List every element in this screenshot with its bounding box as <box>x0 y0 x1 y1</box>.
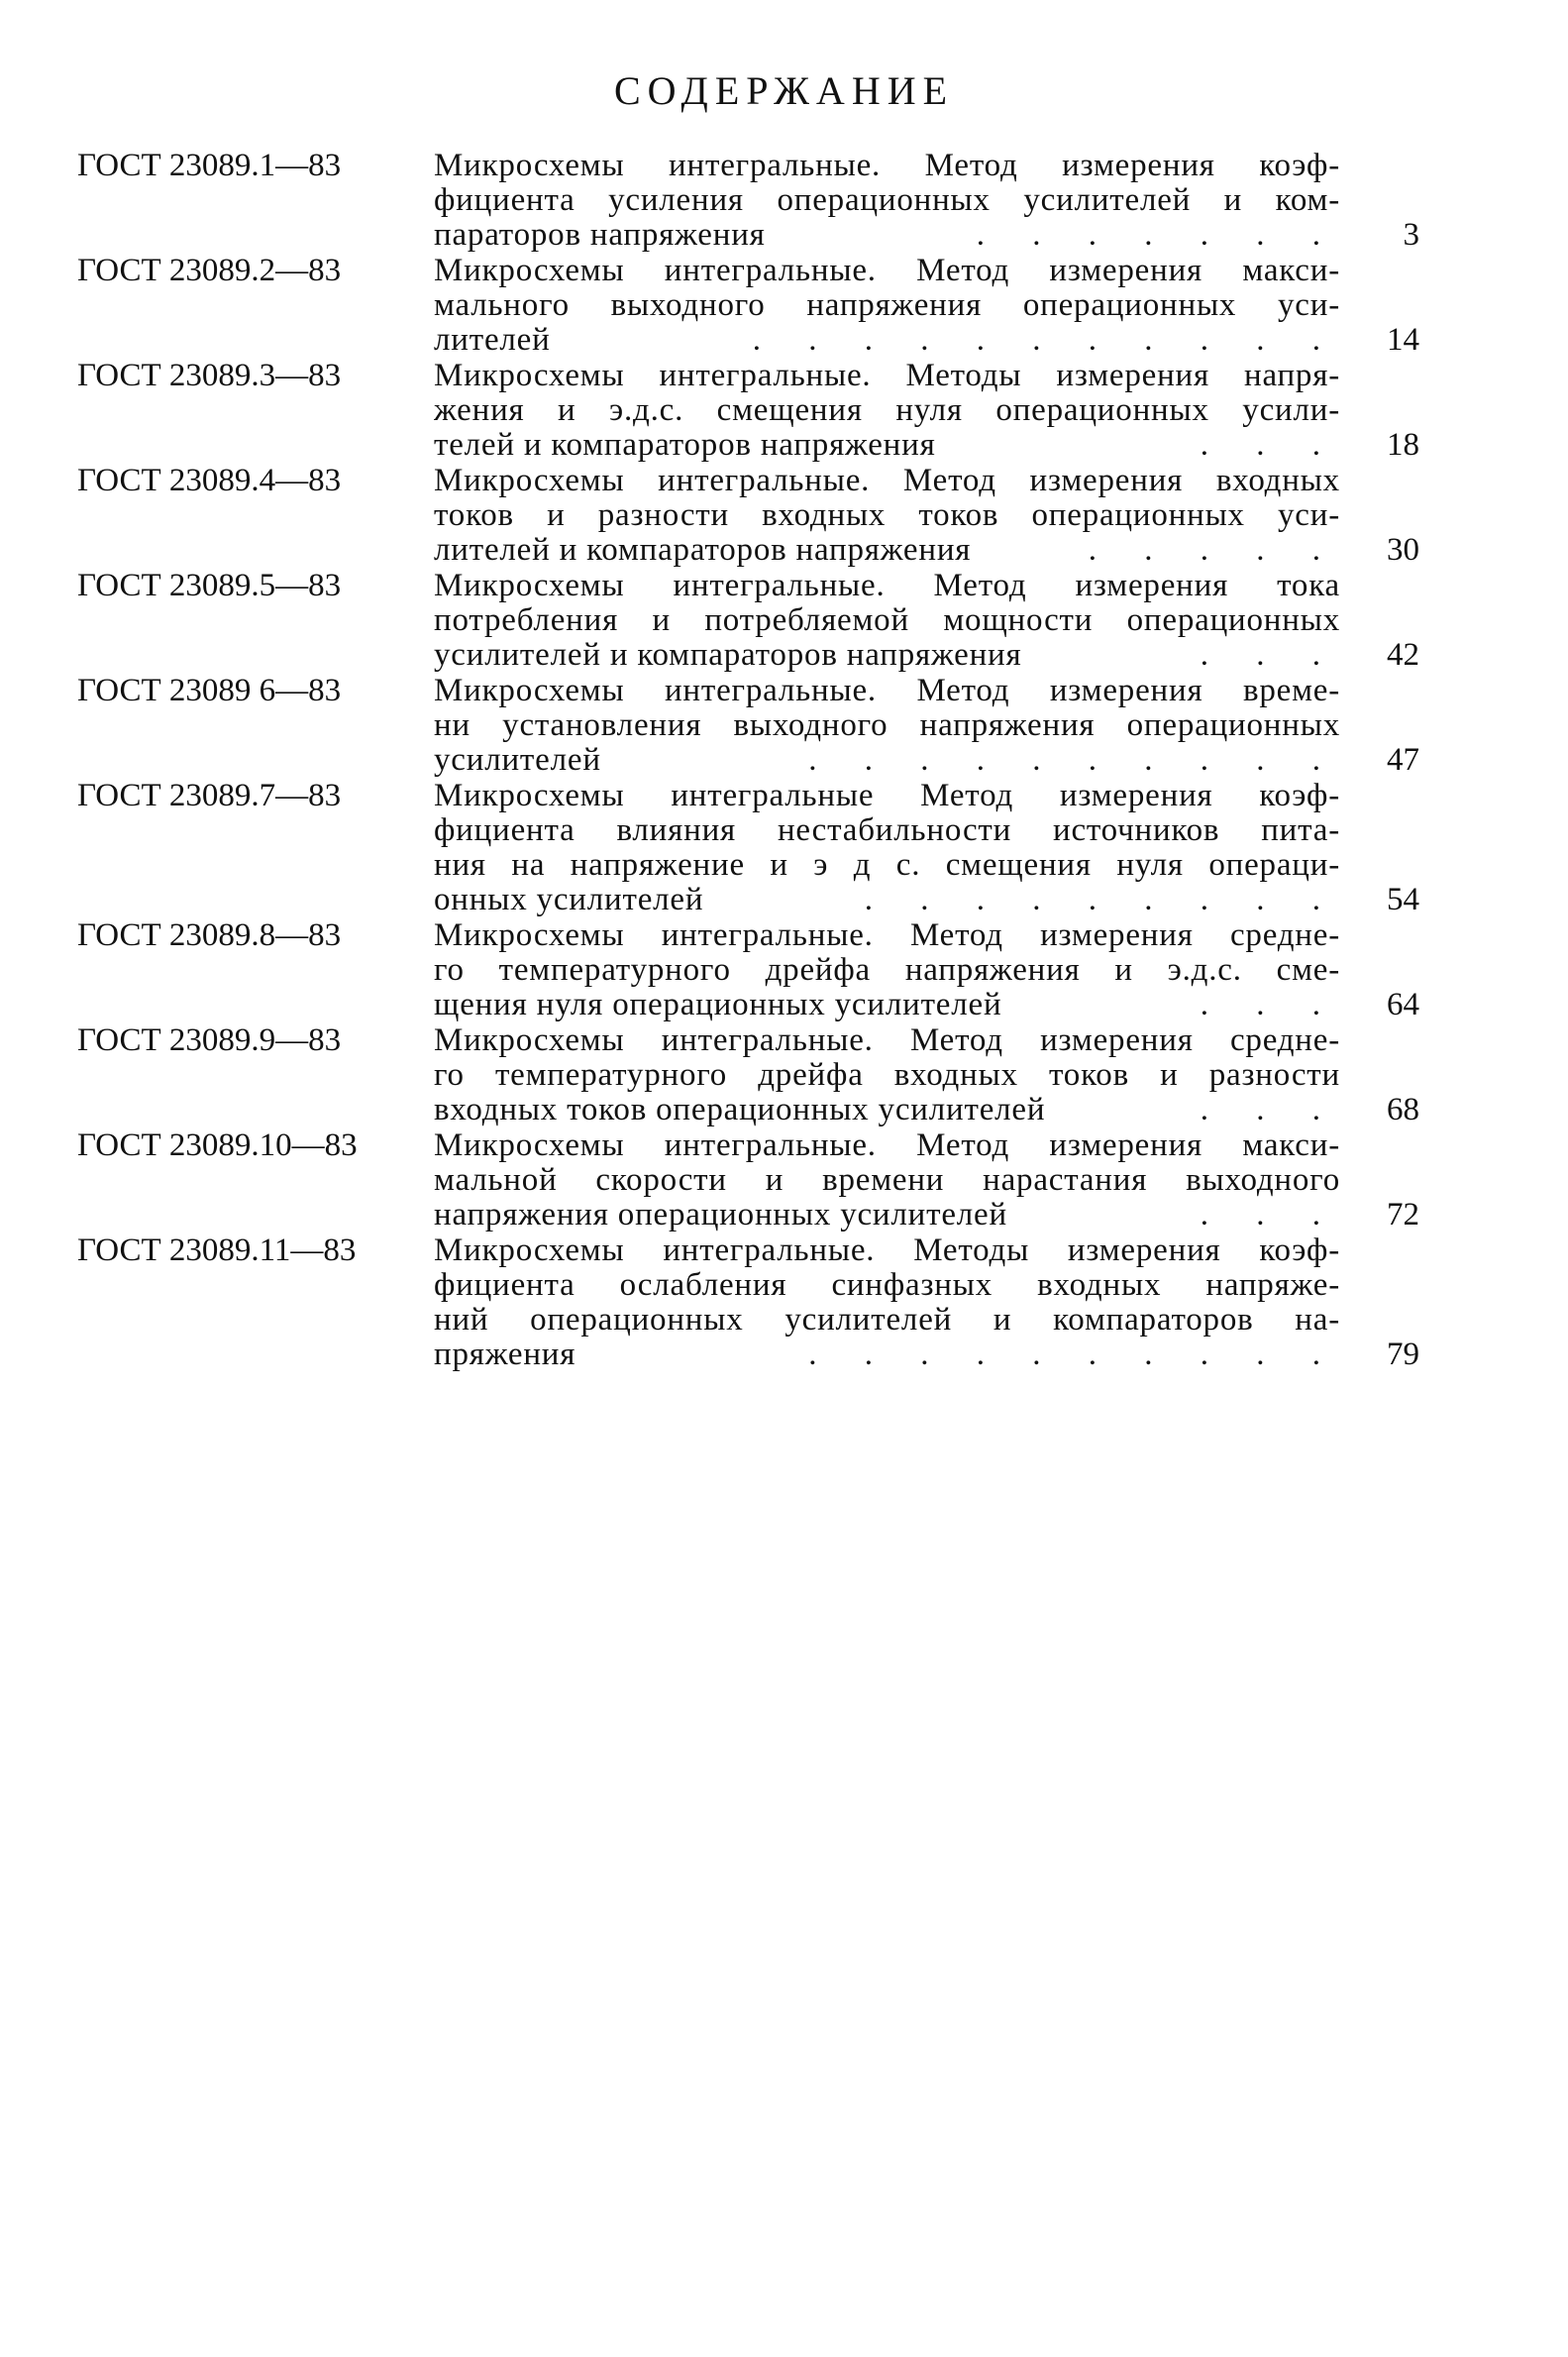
entry-title-line: Микросхемы интегральные. Метод измерения входных <box>434 464 1340 498</box>
toc-entry <box>77 674 1434 778</box>
entry-title-last-line <box>434 743 1340 778</box>
entry-title-line: пряжения <box>434 1337 576 1372</box>
dot-leader: . . . . . . . . . . . <box>752 323 1340 358</box>
entry-title-line: фициента ослабления синфазных входных напряже- <box>434 1268 1340 1303</box>
dot-leader: . . . . . . . . . . <box>808 1338 1340 1372</box>
entry-title-line: мальной скорости и времени нарастания выходного <box>434 1163 1340 1198</box>
toc-entry <box>77 359 1434 463</box>
standard-code: ГОСТ 23089.7—83 <box>77 778 342 813</box>
table-of-contents <box>77 149 1434 1373</box>
entry-title-line: ний операционных усилителей и компараторов на- <box>434 1303 1340 1338</box>
entry-title-last-line <box>434 218 1340 253</box>
entry-title <box>434 1128 1340 1232</box>
dot-leader: . . . . . <box>1088 533 1340 568</box>
page-number: 47 <box>1387 742 1419 778</box>
standard-code: ГОСТ 23089 6—83 <box>77 673 342 708</box>
entry-title-line: го температурного дрейфа входных токов и разности <box>434 1058 1340 1093</box>
entry-title-line: Микросхемы интегральные. Метод измерения коэф- <box>434 149 1340 183</box>
entry-title-line: лителей и компараторов напряжения <box>434 532 972 568</box>
entry-title-last-line <box>434 533 1340 568</box>
entry-title-line: Микросхемы интегральные. Метод измерения време- <box>434 674 1340 708</box>
dot-leader: . . . <box>1200 1093 1340 1127</box>
toc-entry <box>77 918 1434 1022</box>
entry-title-line: Микросхемы интегральные. Методы измерения напря- <box>434 359 1340 393</box>
page-number: 42 <box>1387 637 1419 673</box>
entry-title-line: токов и разности входных токов операционных уси- <box>434 498 1340 533</box>
standard-code: ГОСТ 23089.10—83 <box>77 1127 358 1163</box>
entry-title <box>434 1233 1340 1372</box>
page-number: 30 <box>1387 532 1419 568</box>
entry-title-line: Микросхемы интегральные. Метод измерения макси- <box>434 254 1340 288</box>
dot-leader: . . . . . . . <box>976 218 1340 253</box>
page-number: 54 <box>1387 882 1419 917</box>
entry-title <box>434 569 1340 673</box>
entry-title <box>434 464 1340 568</box>
page-number: 3 <box>1403 217 1419 253</box>
entry-title-line: Микросхемы интегральные. Метод измерения макси- <box>434 1128 1340 1163</box>
entry-title-line: Микросхемы интегральные. Методы измерения коэф- <box>434 1233 1340 1268</box>
entry-title-line: потребления и потребляемой мощности операционных <box>434 603 1340 638</box>
entry-title-line: Микросхемы интегральные. Метод измерения средне- <box>434 1023 1340 1058</box>
toc-entry <box>77 1233 1434 1372</box>
entry-title-last-line <box>434 638 1340 673</box>
standard-code: ГОСТ 23089.2—83 <box>77 253 342 288</box>
entry-title-line: Микросхемы интегральные Метод измерения коэф- <box>434 779 1340 813</box>
entry-title-last-line <box>434 1093 1340 1127</box>
entry-title-line: входных токов операционных усилителей <box>434 1092 1046 1127</box>
entry-title-line: го температурного дрейфа напряжения и э.д.с. сме- <box>434 953 1340 988</box>
standard-code: ГОСТ 23089.9—83 <box>77 1022 342 1058</box>
entry-title <box>434 149 1340 253</box>
page-number: 79 <box>1387 1337 1419 1372</box>
entry-title-line: лителей <box>434 322 551 358</box>
page-number: 68 <box>1387 1092 1419 1127</box>
entry-title-line: щения нуля операционных усилителей <box>434 987 1002 1022</box>
entry-title-line: фициента усиления операционных усилителей и ком- <box>434 183 1340 218</box>
entry-title <box>434 1023 1340 1127</box>
entry-title-line: усилителей <box>434 742 601 778</box>
dot-leader: . . . <box>1200 428 1340 463</box>
entry-title-last-line <box>434 1198 1340 1232</box>
entry-title-last-line <box>434 988 1340 1022</box>
entry-title-line: параторов напряжения <box>434 217 766 253</box>
dot-leader: . . . <box>1200 638 1340 673</box>
entry-title-line: ни установления выходного напряжения операционных <box>434 708 1340 743</box>
toc-entry <box>77 464 1434 568</box>
entry-title-line: жения и э.д.с. смещения нуля операционных усили- <box>434 393 1340 428</box>
entry-title-line: напряжения операционных усилителей <box>434 1197 1007 1232</box>
dot-leader: . . . <box>1200 988 1340 1022</box>
entry-title-line: фициента влияния нестабильности источников пита- <box>434 813 1340 848</box>
toc-entry <box>77 1023 1434 1127</box>
standard-code: ГОСТ 23089.11—83 <box>77 1232 357 1268</box>
standard-code: ГОСТ 23089.5—83 <box>77 568 342 603</box>
page-number: 18 <box>1387 427 1419 463</box>
entry-title-line: Микросхемы интегральные. Метод измерения средне- <box>434 918 1340 953</box>
entry-title-line: усилителей и компараторов напряжения <box>434 637 1022 673</box>
standard-code: ГОСТ 23089.1—83 <box>77 148 342 183</box>
entry-title-line: онных усилителей <box>434 882 704 917</box>
dot-leader: . . . . . . . . . . <box>808 743 1340 778</box>
entry-title-last-line <box>434 883 1340 917</box>
toc-entry <box>77 149 1434 253</box>
toc-entry <box>77 1128 1434 1232</box>
entry-title <box>434 254 1340 358</box>
entry-title-line: мального выходного напряжения операционных уси- <box>434 288 1340 323</box>
page-number: 72 <box>1387 1197 1419 1232</box>
entry-title <box>434 359 1340 463</box>
toc-entry <box>77 779 1434 917</box>
standard-code: ГОСТ 23089.8—83 <box>77 917 342 953</box>
page-number: 14 <box>1387 322 1419 358</box>
entry-title-last-line <box>434 323 1340 358</box>
entry-title-line: Микросхемы интегральные. Метод измерения тока <box>434 569 1340 603</box>
entry-title <box>434 674 1340 778</box>
standard-code: ГОСТ 23089.3—83 <box>77 358 342 393</box>
entry-title-last-line <box>434 428 1340 463</box>
standard-code: ГОСТ 23089.4—83 <box>77 463 342 498</box>
entry-title <box>434 918 1340 1022</box>
page-title: СОДЕРЖАНИЕ <box>613 68 955 113</box>
entry-title-line: телей и компараторов напряжения <box>434 427 936 463</box>
entry-title-line: ния на напряжение и э д с. смещения нуля операци- <box>434 848 1340 883</box>
entry-title <box>434 779 1340 917</box>
entry-title-last-line <box>434 1338 1340 1372</box>
toc-entry <box>77 254 1434 358</box>
page-number: 64 <box>1387 987 1419 1022</box>
toc-entry <box>77 569 1434 673</box>
dot-leader: . . . . . . . . . <box>864 883 1340 917</box>
dot-leader: . . . <box>1200 1198 1340 1232</box>
